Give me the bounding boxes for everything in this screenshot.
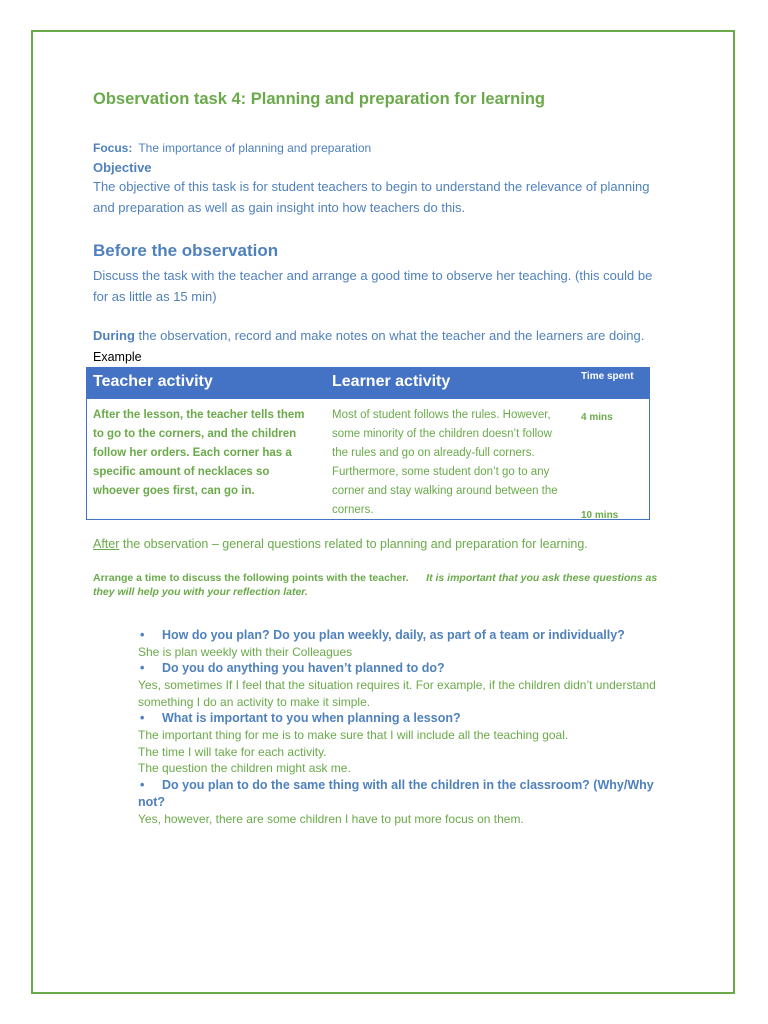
question-item bbox=[138, 627, 678, 644]
answer-text: She is plan weekly with their Colleagues bbox=[138, 644, 353, 659]
header-time-spent: Time spent bbox=[581, 370, 634, 382]
answer-text: Yes, however, there are some children I have to put more focus on them. bbox=[138, 811, 524, 826]
question-item bbox=[138, 660, 678, 677]
learner-activity-cell: Most of student follows the rules. However, some minority of the children doesn’t follow the rules and go on already-full corners. Furthermore, some student don’t go to any corner and stay walking around between the corners. bbox=[332, 408, 558, 516]
bullet-icon: • bbox=[140, 661, 145, 675]
after-paragraph bbox=[93, 535, 663, 553]
time-spent-2: 10 mins bbox=[581, 509, 619, 521]
question-text: How do you plan? Do you plan weekly, daily, as part of a team or individually? bbox=[162, 627, 625, 642]
objective-heading: Objective bbox=[93, 160, 152, 175]
after-label: After bbox=[93, 536, 120, 551]
focus-text: The importance of planning and preparation bbox=[138, 141, 372, 155]
header-learner-activity: Learner activity bbox=[332, 372, 451, 390]
answer-text: The important thing for me is to make sure that I will include all the teaching goal. bbox=[138, 728, 569, 742]
arrange-text: Arrange a time to discuss the following points with the teacher. bbox=[93, 571, 409, 584]
focus-label: Focus: bbox=[93, 141, 133, 155]
bullet-icon: • bbox=[140, 711, 145, 725]
header-teacher-activity: Teacher activity bbox=[93, 372, 213, 390]
answer-text: Yes, sometimes If I feel that the situation requires it. For example, if the children didn’t understand something I do an activity to make it simple. bbox=[138, 678, 656, 709]
arrange-paragraph bbox=[93, 571, 663, 599]
example-label: Example bbox=[93, 349, 142, 364]
question-item bbox=[138, 777, 678, 811]
question-text: Do you do anything you haven’t planned to do? bbox=[162, 661, 445, 675]
question-list bbox=[138, 627, 678, 828]
table-row bbox=[87, 399, 649, 519]
during-label: During bbox=[93, 328, 135, 343]
focus-line bbox=[93, 140, 663, 156]
question-text: Do you plan to do the same thing with all the children in the classroom? (Why/Why not? bbox=[138, 777, 654, 809]
answer-text: The time I will take for each activity. bbox=[138, 744, 327, 759]
objective-text: The objective of this task is for student teachers to begin to understand the relevance of planning and preparation as well as gain insight into how teachers do this. bbox=[93, 179, 650, 215]
question-text: What is important to you when planning a lesson? bbox=[162, 711, 461, 725]
table-header-row bbox=[87, 368, 649, 399]
before-heading: Before the observation bbox=[93, 241, 279, 260]
during-paragraph bbox=[93, 326, 663, 347]
bullet-icon: • bbox=[140, 627, 145, 642]
during-text: the observation, record and make notes on what the teacher and the learners are doing. bbox=[134, 328, 645, 343]
teacher-activity-cell: After the lesson, the teacher tells them to go to the corners, and the children follow her orders. Each corner has a specific amount of necklaces so whoever goes first, can go in. bbox=[93, 408, 305, 497]
question-item bbox=[138, 710, 678, 727]
time-spent-1: 4 mins bbox=[581, 411, 613, 423]
after-text: the observation – general questions related to planning and preparation for learning. bbox=[119, 536, 588, 551]
activity-table bbox=[86, 367, 650, 520]
page-title: Observation task 4: Planning and preparation for learning bbox=[93, 90, 546, 108]
document-content bbox=[93, 88, 663, 827]
arrange-italic: It is important that you ask these questions as they will help you with your reflection later. bbox=[93, 571, 658, 598]
answer-text: The question the children might ask me. bbox=[138, 761, 351, 775]
before-text: Discuss the task with the teacher and arrange a good time to observe her teaching. (this could be for as little as 15 min) bbox=[93, 268, 653, 304]
bullet-icon: • bbox=[140, 777, 145, 792]
